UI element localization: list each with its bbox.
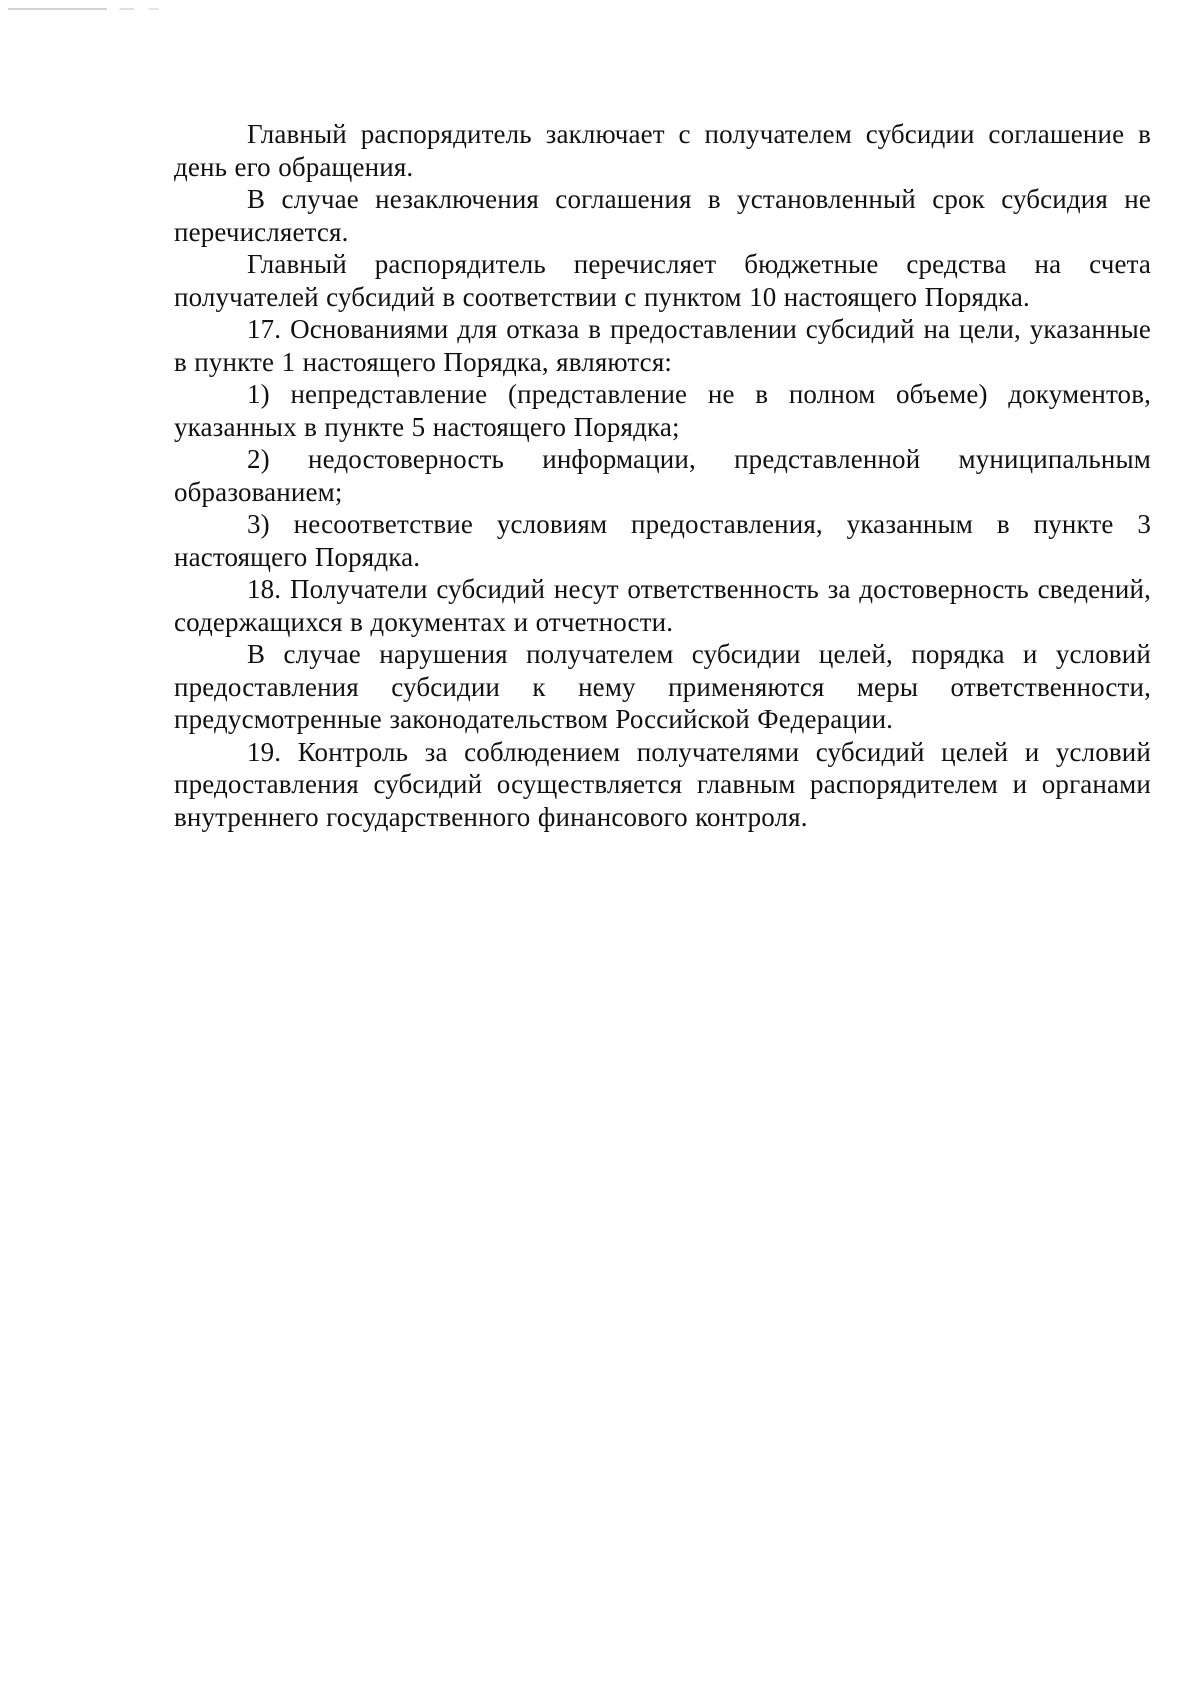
list-item-2-unreliable-info: 2) недостоверность информации, представленной муниципальным образованием;: [174, 444, 1151, 507]
paragraph-no-agreement: В случае незаключения соглашения в установленный срок субсидия не перечисляется.: [174, 184, 1151, 247]
list-item-1-missing-documents: 1) непредставление (представление не в полном объеме) документов, указанных в пункте 5 настоящего Порядка;: [174, 379, 1151, 442]
paragraph-18-responsibility: 18. Получатели субсидий несут ответственность за достоверность сведений, содержащихся в документах и отчетности.: [174, 574, 1151, 637]
paragraph-19-control: 19. Контроль за соблюдением получателями субсидий целей и условий предоставления субсидий осуществляется главным распорядителем и органами внутреннего государственного финансового контроля.: [174, 736, 1151, 832]
scan-artifact-line: [8, 8, 188, 10]
paragraph-funds-transfer: Главный распорядитель перечисляет бюджетные средства на счета получателей субсидий в соответствии с пунктом 10 настоящего Порядка.: [174, 249, 1151, 312]
list-item-3-noncompliance: 3) несоответствие условиям предоставления, указанным в пункте 3 настоящего Порядка.: [174, 509, 1151, 572]
paragraph-violation-measures: В случае нарушения получателем субсидии целей, порядка и условий предоставления субсидии к нему применяются меры ответственности, предусмотренные законодательством Российской Федерации.: [174, 639, 1151, 734]
paragraph-agreement-concluded: Главный распорядитель заключает с получателем субсидии соглашение в день его обращения.: [174, 119, 1151, 182]
paragraph-17-refusal-grounds: 17. Основаниями для отказа в предоставлении субсидий на цели, указанные в пункте 1 настоящего Порядка, являются:: [174, 314, 1151, 377]
document-body: [174, 118, 1151, 833]
